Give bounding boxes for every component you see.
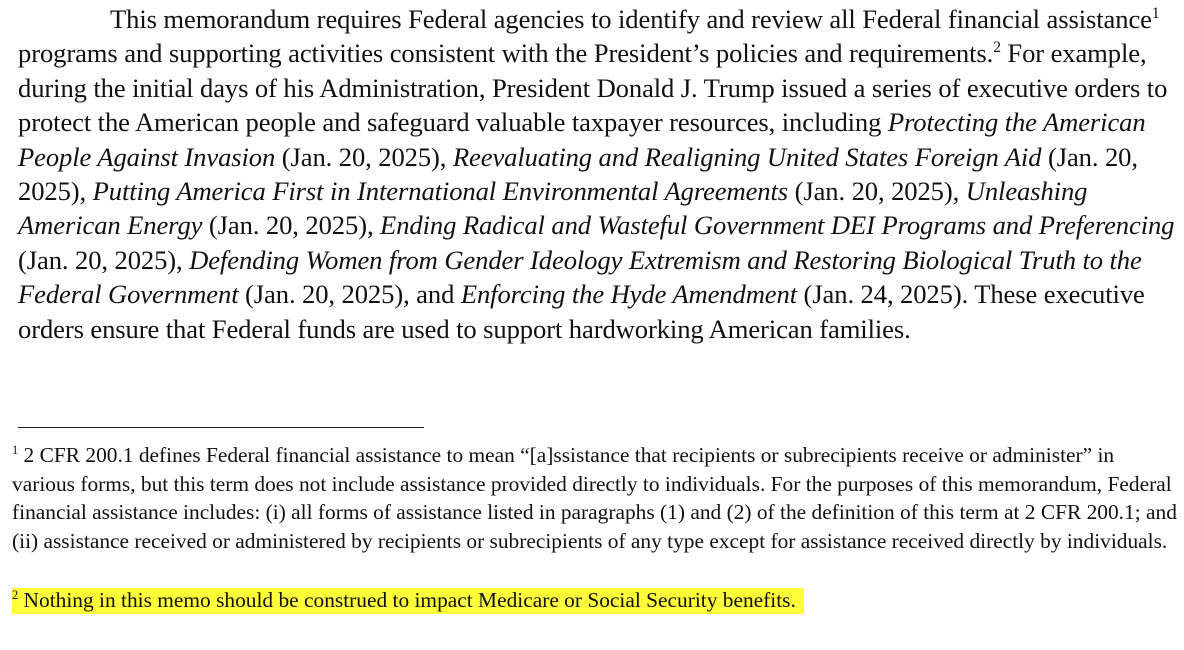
footnote-reference-2: 2 [993, 39, 1001, 57]
paragraph-text: This memorandum requires Federal agencies to identify and review all Federal financial assistance [110, 4, 1152, 34]
executive-order-date: (Jan. 20, 2025), [788, 176, 966, 207]
executive-order-date: (Jan. 20, 2025), [202, 210, 381, 241]
executive-order-title: Protecting the American People Against Invasion [18, 107, 1146, 172]
paragraph-text: These executive orders ensure that Federal funds are used to support hardworking American families. [18, 279, 1145, 344]
executive-order-title: Unleashing American Energy [18, 176, 1088, 241]
footnote-1 [12, 441, 1178, 555]
paragraph-text: programs and supporting activities consistent with the President’s policies and requirements. [18, 38, 994, 69]
executive-order-title: Ending Radical and Wasteful Government DEI Programs and Preferencing [380, 210, 1175, 241]
executive-order-date: (Jan. 20, 2025), [275, 141, 453, 172]
executive-order-title: Defending Women from Gender Ideology Extremism and Restoring Biological Truth to the Federal Government [18, 244, 1142, 310]
memorandum-paragraph [18, 2, 1180, 346]
footnote-2 [12, 586, 1178, 615]
executive-order-date: (Jan. 20, 2025), and [238, 279, 461, 310]
footnote-separator [18, 427, 424, 428]
footnote-text: 2 CFR 200.1 defines Federal financial assistance to mean “[a]ssistance that recipients or subrecipients receive or administer” in various forms, but this term does not include assistance provided directly to individuals. For the purposes of this memorandum, Federal financial assistance includes: (i) all forms of assistance listed in paragraphs (1) and (2) of the definition of this term at 2 CFR 200.1; and (ii) assistance received or administered by recipients or subrecipients of any type except for assistance received directly by individuals. [12, 443, 1177, 553]
footnote-marker-1: 1 [12, 442, 19, 457]
executive-order-title: Enforcing the Hyde Amendment [460, 279, 797, 310]
footnote-marker-2: 2 [12, 587, 19, 602]
footnote-reference-1: 1 [1151, 5, 1160, 23]
executive-order-title: Putting America First in International Environmental Agreements [92, 176, 789, 207]
highlighted-footnote [12, 588, 804, 614]
executive-order-date: (Jan. 20, 2025), [18, 141, 1138, 207]
footnote-text: Nothing in this memo should be construed to impact Medicare or Social Security benefits. [18, 588, 796, 612]
paragraph-text: For example, during the initial days of his Administration, President Donald J. Trump issued a series of executive orders to protect the American people and safeguard valuable taxpayer resources, including [18, 38, 1168, 138]
executive-order-date: (Jan. 24, 2025). [797, 279, 969, 310]
executive-order-title: Reevaluating and Realigning United States Foreign Aid [452, 141, 1042, 172]
executive-order-date: (Jan. 20, 2025), [18, 244, 190, 275]
